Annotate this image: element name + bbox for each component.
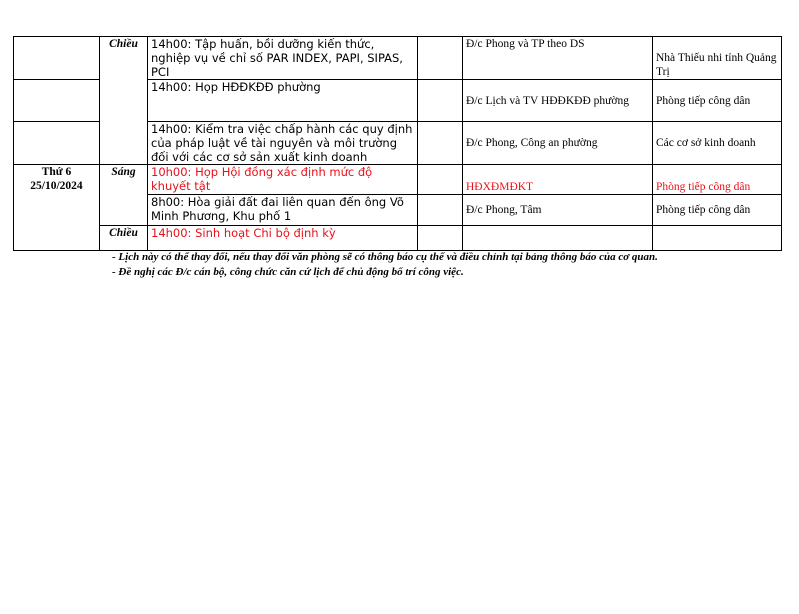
day-cell-empty: [14, 80, 100, 122]
spacer-cell: [418, 165, 463, 195]
location-cell: [653, 226, 782, 251]
table-row: [14, 165, 782, 195]
content-cell: 8h00: Hòa giải đất đai liên quan đến ông Võ Minh Phương, Khu phố 1: [148, 195, 418, 226]
location-cell: Nhà Thiếu nhi tỉnh Quảng Trị: [653, 37, 782, 80]
table-row: [14, 226, 782, 251]
day-label: Thứ 6: [41, 166, 72, 178]
footnote: - Lịch này có thể thay đổi, nếu thay đổi văn phòng sẽ có thông báo cụ thể và điều chỉnh tại bảng thông báo của cơ quan.: [112, 251, 658, 263]
spacer-cell: [418, 226, 463, 251]
participants-cell: Đ/c Lịch và TV HĐĐKĐĐ phường: [463, 80, 653, 122]
location-cell: Phòng tiếp công dân: [653, 165, 782, 195]
schedule-table: [13, 36, 782, 251]
content-cell: 14h00: Kiểm tra việc chấp hành các quy định của pháp luật về tài nguyên và môi trường đối với các cơ sở sản xuất kinh doanh: [148, 122, 418, 165]
footnotes: [112, 250, 658, 280]
session-cell: Chiều: [100, 226, 148, 251]
spacer-cell: [418, 122, 463, 165]
date-label: 25/10/2024: [30, 180, 83, 192]
participants-cell: Đ/c Phong, Tâm: [463, 195, 653, 226]
participants-cell: Đ/c Phong, Công an phường: [463, 122, 653, 165]
spacer-cell: [418, 80, 463, 122]
session-cell: Sáng: [100, 165, 148, 226]
content-cell: 14h00: Tập huấn, bồi dưỡng kiến thức, nghiệp vụ về chỉ số PAR INDEX, PAPI, SIPAS, PCI: [148, 37, 418, 80]
content-cell: 14h00: Họp HĐĐKĐĐ phường: [148, 80, 418, 122]
spacer-cell: [418, 195, 463, 226]
content-cell: 10h00: Họp Hội đồng xác định mức độ khuyết tật: [148, 165, 418, 195]
content-cell: 14h00: Sinh hoạt Chi bộ định kỳ: [148, 226, 418, 251]
participants-cell: HĐXĐMĐKT: [463, 165, 653, 195]
day-cell: [14, 165, 100, 251]
location-cell: Phòng tiếp công dân: [653, 195, 782, 226]
location-cell: Các cơ sở kinh doanh: [653, 122, 782, 165]
participants-cell: Đ/c Phong và TP theo DS: [463, 37, 653, 80]
day-cell-empty: [14, 37, 100, 80]
session-cell: Chiều: [100, 37, 148, 165]
location-cell: Phòng tiếp công dân: [653, 80, 782, 122]
day-cell-empty: [14, 122, 100, 165]
spacer-cell: [418, 37, 463, 80]
participants-cell: [463, 226, 653, 251]
table-row: [14, 37, 782, 80]
footnote: - Đề nghị các Đ/c cán bộ, công chức căn cứ lịch để chủ động bố trí công việc.: [112, 266, 464, 278]
